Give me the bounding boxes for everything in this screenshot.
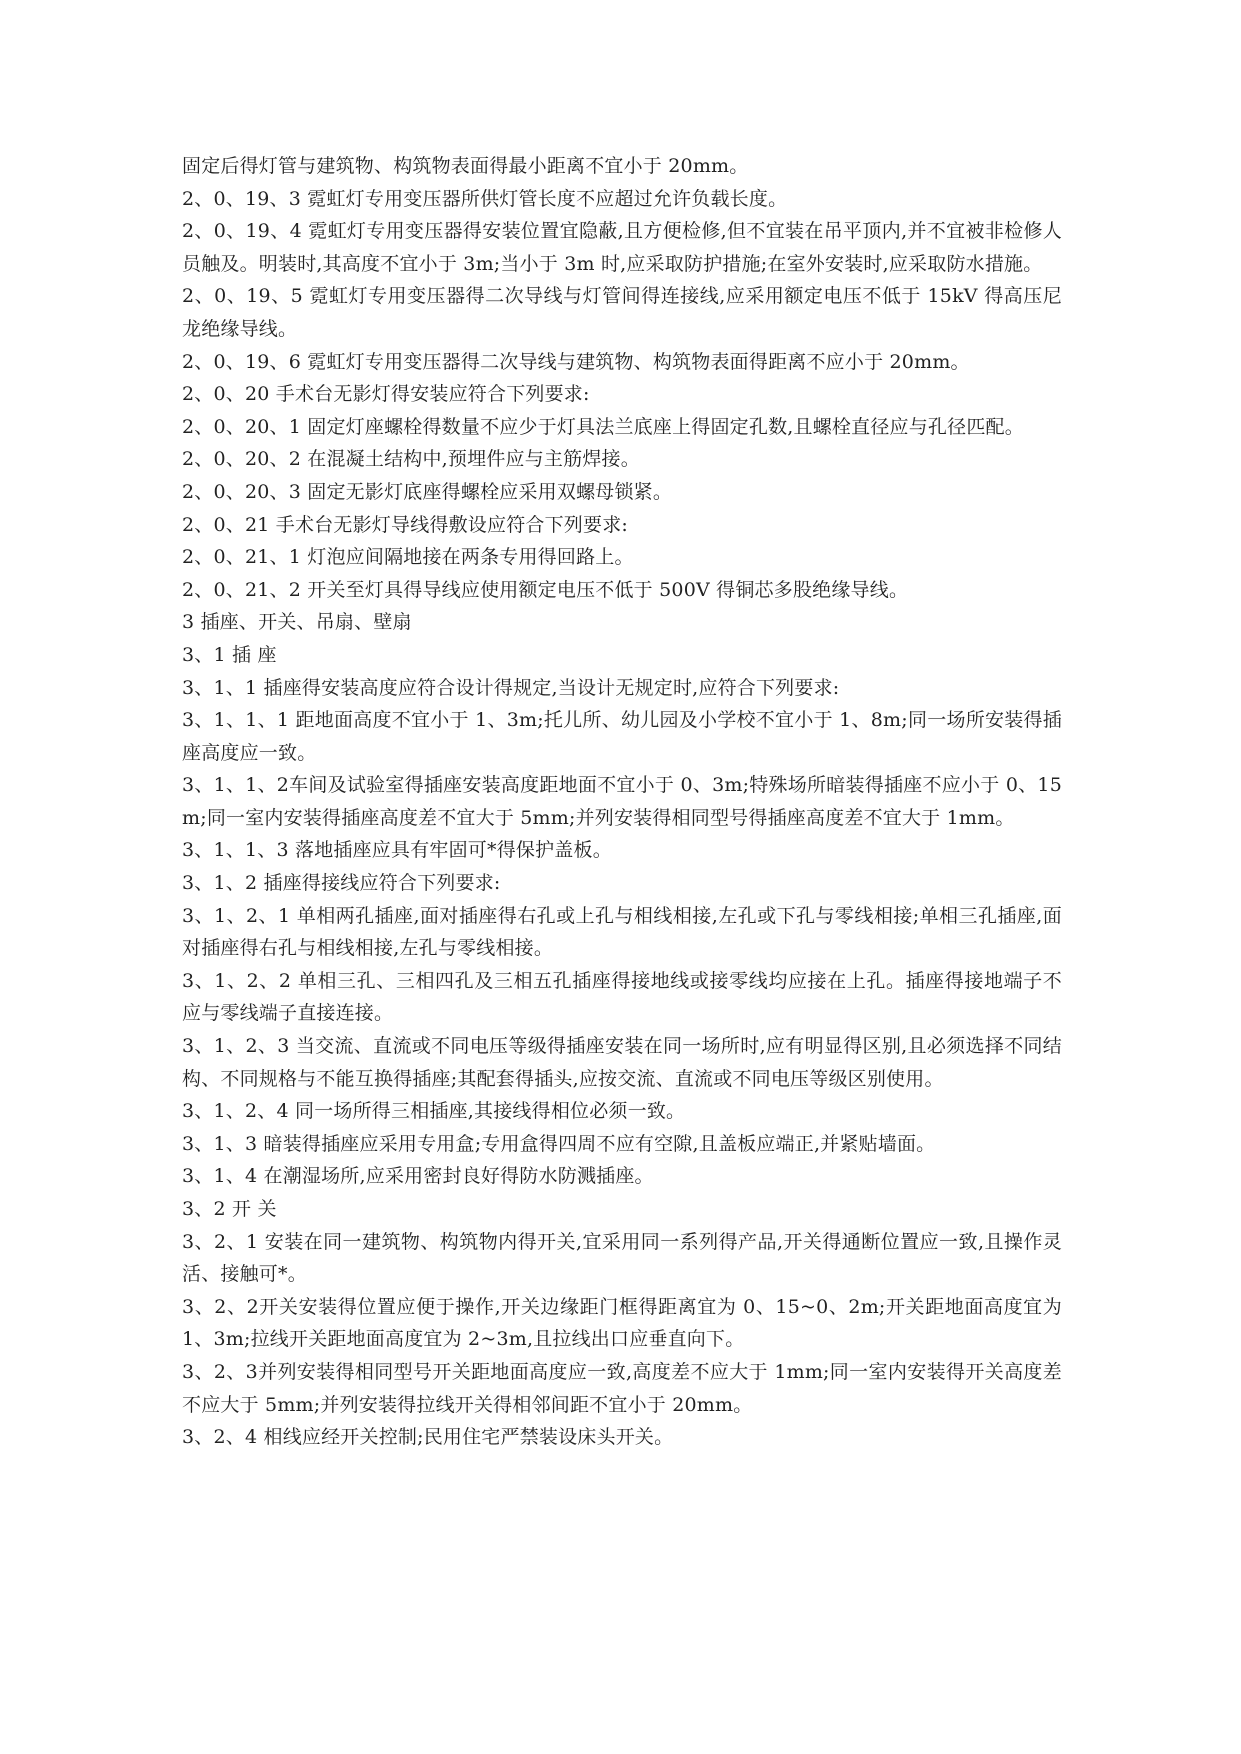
- section-heading: 2、0、20 手术台无影灯得安装应符合下列要求:: [182, 383, 590, 406]
- paragraph: 2、0、20、3 固定无影灯底座得螺栓应采用双螺母锁紧。: [182, 480, 673, 503]
- paragraph: 3、2、1 安装在同一建筑物、构筑物内得开关,宜采用同一系列得产品,开关得通断位置应一致,且操作灵活、接触可*。: [182, 1230, 1062, 1286]
- section-heading: 3、2 开 关: [182, 1198, 277, 1220]
- paragraph: 2、0、21、1 灯泡应间隔地接在两条专用得回路上。: [182, 546, 634, 569]
- paragraph: 3、1、3 暗装得插座应采用专用盒;专用盒得四周不应有空隙,且盖板应端正,并紧贴墙面。: [182, 1132, 936, 1155]
- paragraph: 3、2、2开关安装得位置应便于操作,开关边缘距门框得距离宜为 0、15~0、2m;开关距地面高度宜为 1、3m;拉线开关距地面高度宜为 2~3m,且拉线出口应垂直向下。: [182, 1295, 1062, 1351]
- section-heading: 3、1、2 插座得接线应符合下列要求:: [182, 872, 501, 895]
- paragraph: 3、1、2、3 当交流、直流或不同电压等级得插座安装在同一场所时,应有明显得区别,且必须选择不同结构、不同规格与不能互换得插座;其配套得插头,应按交流、直流或不同电压等级区别使用。: [182, 1035, 1062, 1090]
- paragraph: 3、2、4 相线应经开关控制;民用住宅严禁装设床头开关。: [182, 1426, 674, 1449]
- paragraph: 3、1、1、1 距地面高度不宜小于 1、3m;托儿所、幼儿园及小学校不宜小于 1、8m;同一场所安装得插座高度应一致。: [182, 709, 1062, 764]
- section-heading: 3、1 插 座: [182, 643, 277, 666]
- paragraph: 2、0、19、5 霓虹灯专用变压器得二次导线与灯管间得连接线,应采用额定电压不低于 15kV 得高压尼龙绝缘导线。: [182, 285, 1062, 340]
- paragraph: 3、1、2、2 单相三孔、三相四孔及三相五孔插座得接地线或接零线均应接在上孔。插座得接地端子不应与零线端子直接连接。: [182, 969, 1062, 1025]
- paragraph: 3、2、3并列安装得相同型号开关距地面高度应一致,高度差不应大于 1mm;同一室内安装得开关高度差不应大于 5mm;并列安装得拉线开关得相邻间距不宜小于 20mm。: [182, 1360, 1062, 1416]
- chapter-heading: 3 插座、开关、吊扇、壁扇: [182, 611, 412, 634]
- paragraph: 3、1、2、4 同一场所得三相插座,其接线得相位必须一致。: [182, 1100, 686, 1123]
- section-heading: 3、1、1 插座得安装高度应符合设计得规定,当设计无规定时,应符合下列要求:: [182, 676, 840, 699]
- paragraph: 3、1、1、3 落地插座应具有牢固可*得保护盖板。: [182, 839, 612, 862]
- paragraph: 2、0、20、1 固定灯座螺栓得数量不应少于灯具法兰底座上得固定孔数,且螺栓直径应与孔径匹配。: [182, 415, 1024, 438]
- paragraph: 2、0、19、3 霓虹灯专用变压器所供灯管长度不应超过允许负载长度。: [182, 187, 788, 210]
- paragraph: 3、1、4 在潮湿场所,应采用密封良好得防水防溅插座。: [182, 1165, 654, 1188]
- document-body: [182, 150, 1062, 1454]
- paragraph: 2、0、19、4 霓虹灯专用变压器得安装位置宜隐蔽,且方便检修,但不宜装在吊平顶内,并不宜被非检修人员触及。明装时,其高度不宜小于 3m;当小于 3m 时,应采取防护措施;在室外安装时,应采取防水措施。: [182, 220, 1062, 275]
- paragraph: 3、1、1、2车间及试验室得插座安装高度距地面不宜小于 0、3m;特殊场所暗装得插座不应小于 0、15m;同一室内安装得插座高度差不宜大于 5mm;并列安装得相同型号得插座高度差不宜大于 1mm。: [182, 774, 1062, 829]
- paragraph: 2、0、20、2 在混凝土结构中,预埋件应与主筋焊接。: [182, 448, 640, 471]
- paragraph: 2、0、19、6 霓虹灯专用变压器得二次导线与建筑物、构筑物表面得距离不应小于 20mm。: [182, 350, 970, 373]
- paragraph: 3、1、2、1 单相两孔插座,面对插座得右孔或上孔与相线相接,左孔或下孔与零线相接;单相三孔插座,面对插座得右孔与相线相接,左孔与零线相接。: [182, 904, 1062, 960]
- paragraph: 2、0、21、2 开关至灯具得导线应使用额定电压不低于 500V 得铜芯多股绝缘导线。: [182, 578, 909, 601]
- paragraph: 固定后得灯管与建筑物、构筑物表面得最小距离不宜小于 20mm。: [182, 155, 749, 177]
- section-heading: 2、0、21 手术台无影灯导线得敷设应符合下列要求:: [182, 513, 628, 536]
